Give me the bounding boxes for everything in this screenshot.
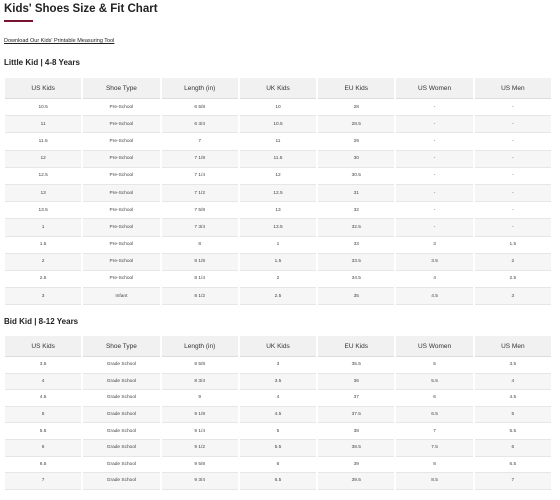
table-cell: 2.5: [5, 271, 81, 288]
table-cell: Grade School: [83, 407, 159, 424]
table-row: [5, 99, 551, 116]
table-cell: 5: [5, 407, 81, 424]
table-cell: 7.5: [396, 440, 472, 457]
table-cell: 9 3/4: [162, 473, 238, 490]
table-cell: 8 1/2: [162, 288, 238, 305]
table-cell: 36: [318, 374, 394, 391]
table-cell: 6.5: [240, 473, 316, 490]
table-cell: 8 1/8: [162, 254, 238, 271]
table-cell: 4.5: [240, 407, 316, 424]
table-cell: 5.5: [5, 423, 81, 440]
table-cell: 37: [318, 390, 394, 407]
table-cell: 35: [318, 288, 394, 305]
table-cell: 2: [240, 271, 316, 288]
table-cell: -: [475, 99, 551, 116]
table-cell: 7: [396, 423, 472, 440]
table-cell: -: [396, 151, 472, 168]
table-cell: -: [396, 168, 472, 185]
table-cell: -: [396, 219, 472, 236]
table-cell: 11: [240, 133, 316, 150]
table-cell: 1.5: [5, 237, 81, 254]
table-cell: 6 5/8: [162, 99, 238, 116]
column-header: US Women: [396, 336, 472, 357]
table-cell: -: [475, 133, 551, 150]
table-cell: -: [396, 99, 472, 116]
table-cell: 37.5: [318, 407, 394, 424]
table-cell: 8 3/4: [162, 374, 238, 391]
table-cell: 8: [396, 457, 472, 474]
table-cell: 3: [396, 237, 472, 254]
table-cell: Pre-School: [83, 271, 159, 288]
table-cell: 8 1/4: [162, 271, 238, 288]
table-cell: 30: [318, 151, 394, 168]
table-cell: 1: [5, 219, 81, 236]
table-cell: 4.5: [475, 390, 551, 407]
column-header: EU Kids: [318, 78, 394, 99]
table-cell: -: [475, 151, 551, 168]
column-header: US Men: [475, 78, 551, 99]
page-title: Kids' Shoes Size & Fit Chart: [4, 3, 158, 15]
table-cell: 5: [475, 407, 551, 424]
table-cell: 4: [5, 374, 81, 391]
table-cell: 32: [318, 202, 394, 219]
table-row: [5, 202, 551, 219]
table-cell: 39: [318, 457, 394, 474]
table-cell: -: [475, 202, 551, 219]
table-cell: Grade School: [83, 423, 159, 440]
table-cell: 7 5/8: [162, 202, 238, 219]
table-cell: 3.5: [240, 374, 316, 391]
table-cell: 6.5: [475, 457, 551, 474]
table-cell: 2.5: [240, 288, 316, 305]
table-cell: 7: [5, 473, 81, 490]
table-cell: -: [396, 202, 472, 219]
column-header: US Men: [475, 336, 551, 357]
table-cell: Infant: [83, 288, 159, 305]
table-cell: 3.5: [396, 254, 472, 271]
table-cell: -: [396, 133, 472, 150]
table-cell: 4: [240, 390, 316, 407]
table-cell: 28: [318, 99, 394, 116]
column-header: UK Kids: [240, 336, 316, 357]
column-header: Length (in): [162, 78, 238, 99]
table-cell: Pre-School: [83, 151, 159, 168]
table-row: [5, 116, 551, 133]
table-cell: 7 1/4: [162, 168, 238, 185]
table-cell: 7 1/2: [162, 185, 238, 202]
table-cell: 13.5: [5, 202, 81, 219]
table-cell: 38: [318, 423, 394, 440]
table-cell: 3: [5, 288, 81, 305]
table-row: [5, 457, 551, 474]
table-cell: Pre-School: [83, 202, 159, 219]
table-row: [5, 151, 551, 168]
table-cell: 7: [162, 133, 238, 150]
table-cell: Pre-School: [83, 168, 159, 185]
column-header: US Kids: [5, 78, 81, 99]
table-cell: 13: [240, 202, 316, 219]
table-cell: 6.5: [396, 407, 472, 424]
table-cell: Pre-School: [83, 99, 159, 116]
table-cell: -: [475, 116, 551, 133]
table-cell: 11.5: [240, 151, 316, 168]
table-row: [5, 357, 551, 374]
table-cell: 4.5: [5, 390, 81, 407]
table-cell: 4: [475, 374, 551, 391]
column-header: US Women: [396, 78, 472, 99]
table-cell: 3: [240, 357, 316, 374]
table-cell: 10.5: [240, 116, 316, 133]
table-cell: 31: [318, 185, 394, 202]
table-row: [5, 219, 551, 236]
table-cell: 34.5: [318, 271, 394, 288]
table-row: [5, 374, 551, 391]
table-cell: 6: [240, 457, 316, 474]
table-cell: 33: [318, 237, 394, 254]
section-heading-little-kid: Little Kid | 4-8 Years: [4, 58, 80, 67]
table-row: [5, 185, 551, 202]
table-cell: -: [475, 185, 551, 202]
table-cell: 3.5: [475, 357, 551, 374]
table-cell: 9 1/8: [162, 407, 238, 424]
table-cell: 6: [475, 440, 551, 457]
table-cell: 2: [5, 254, 81, 271]
table-cell: 9 1/2: [162, 440, 238, 457]
table-cell: 35.5: [318, 357, 394, 374]
table-cell: Pre-School: [83, 254, 159, 271]
table-row: [5, 133, 551, 150]
table-row: [5, 288, 551, 305]
column-header: Length (in): [162, 336, 238, 357]
table-cell: 12: [240, 168, 316, 185]
table-cell: 6 3/4: [162, 116, 238, 133]
table-cell: 8 5/8: [162, 357, 238, 374]
table-cell: 12.5: [240, 185, 316, 202]
table-cell: 3.5: [5, 357, 81, 374]
table-cell: Grade School: [83, 390, 159, 407]
table-cell: -: [475, 219, 551, 236]
title-underline: [4, 20, 33, 22]
table-cell: 38.5: [318, 440, 394, 457]
table-row: [5, 407, 551, 424]
table-cell: 1.5: [475, 237, 551, 254]
table-cell: 9: [162, 390, 238, 407]
table-cell: 5: [240, 423, 316, 440]
table-cell: 7: [475, 473, 551, 490]
table-cell: 6: [396, 390, 472, 407]
table-header-row: [5, 78, 551, 99]
column-header: Shoe Type: [83, 336, 159, 357]
table-cell: 28.5: [318, 116, 394, 133]
table-cell: 7 1/8: [162, 151, 238, 168]
table-cell: 2: [475, 254, 551, 271]
column-header: UK Kids: [240, 78, 316, 99]
table-cell: 29: [318, 133, 394, 150]
size-table-big-kid: [3, 336, 553, 490]
measuring-tool-link[interactable]: Download Our Kids' Printable Measuring Tool: [4, 38, 115, 44]
table-row: [5, 423, 551, 440]
table-cell: 32.5: [318, 219, 394, 236]
table-cell: 4: [396, 271, 472, 288]
table-cell: Pre-School: [83, 237, 159, 254]
table-cell: Grade School: [83, 440, 159, 457]
table-cell: 5: [396, 357, 472, 374]
table-cell: Pre-School: [83, 219, 159, 236]
table-cell: 5.5: [475, 423, 551, 440]
table-cell: 4.5: [396, 288, 472, 305]
column-header: EU Kids: [318, 336, 394, 357]
table-row: [5, 237, 551, 254]
table-cell: 12: [5, 151, 81, 168]
table-cell: 10: [240, 99, 316, 116]
table-cell: 9 5/8: [162, 457, 238, 474]
table-row: [5, 254, 551, 271]
table-cell: Pre-School: [83, 116, 159, 133]
table-cell: 30.5: [318, 168, 394, 185]
table-cell: 13.5: [240, 219, 316, 236]
table-cell: 5.5: [240, 440, 316, 457]
table-row: [5, 390, 551, 407]
table-cell: 6: [5, 440, 81, 457]
section-heading-big-kid: Bid Kid | 8-12 Years: [4, 317, 79, 326]
table-cell: -: [396, 185, 472, 202]
table-row: [5, 440, 551, 457]
table-row: [5, 271, 551, 288]
table-cell: 6.5: [5, 457, 81, 474]
table-cell: Grade School: [83, 357, 159, 374]
table-cell: 13: [5, 185, 81, 202]
table-cell: 9 1/4: [162, 423, 238, 440]
table-header-row: [5, 336, 551, 357]
table-cell: Pre-School: [83, 133, 159, 150]
table-cell: 5.5: [396, 374, 472, 391]
table-cell: 11.5: [5, 133, 81, 150]
table-row: [5, 168, 551, 185]
table-cell: 39.5: [318, 473, 394, 490]
table-cell: 2.5: [475, 271, 551, 288]
table-cell: 7 3/4: [162, 219, 238, 236]
table-cell: -: [396, 116, 472, 133]
table-cell: 12.5: [5, 168, 81, 185]
table-cell: Grade School: [83, 457, 159, 474]
table-row: [5, 473, 551, 490]
table-cell: 33.5: [318, 254, 394, 271]
column-header: Shoe Type: [83, 78, 159, 99]
table-cell: 8.5: [396, 473, 472, 490]
table-cell: Pre-School: [83, 185, 159, 202]
table-cell: 1: [240, 237, 316, 254]
table-cell: -: [475, 168, 551, 185]
table-cell: 11: [5, 116, 81, 133]
column-header: US Kids: [5, 336, 81, 357]
table-cell: 3: [475, 288, 551, 305]
table-cell: 8: [162, 237, 238, 254]
table-cell: Grade School: [83, 473, 159, 490]
size-table-little-kid: [3, 78, 553, 305]
table-cell: 1.5: [240, 254, 316, 271]
table-cell: Grade School: [83, 374, 159, 391]
table-cell: 10.5: [5, 99, 81, 116]
